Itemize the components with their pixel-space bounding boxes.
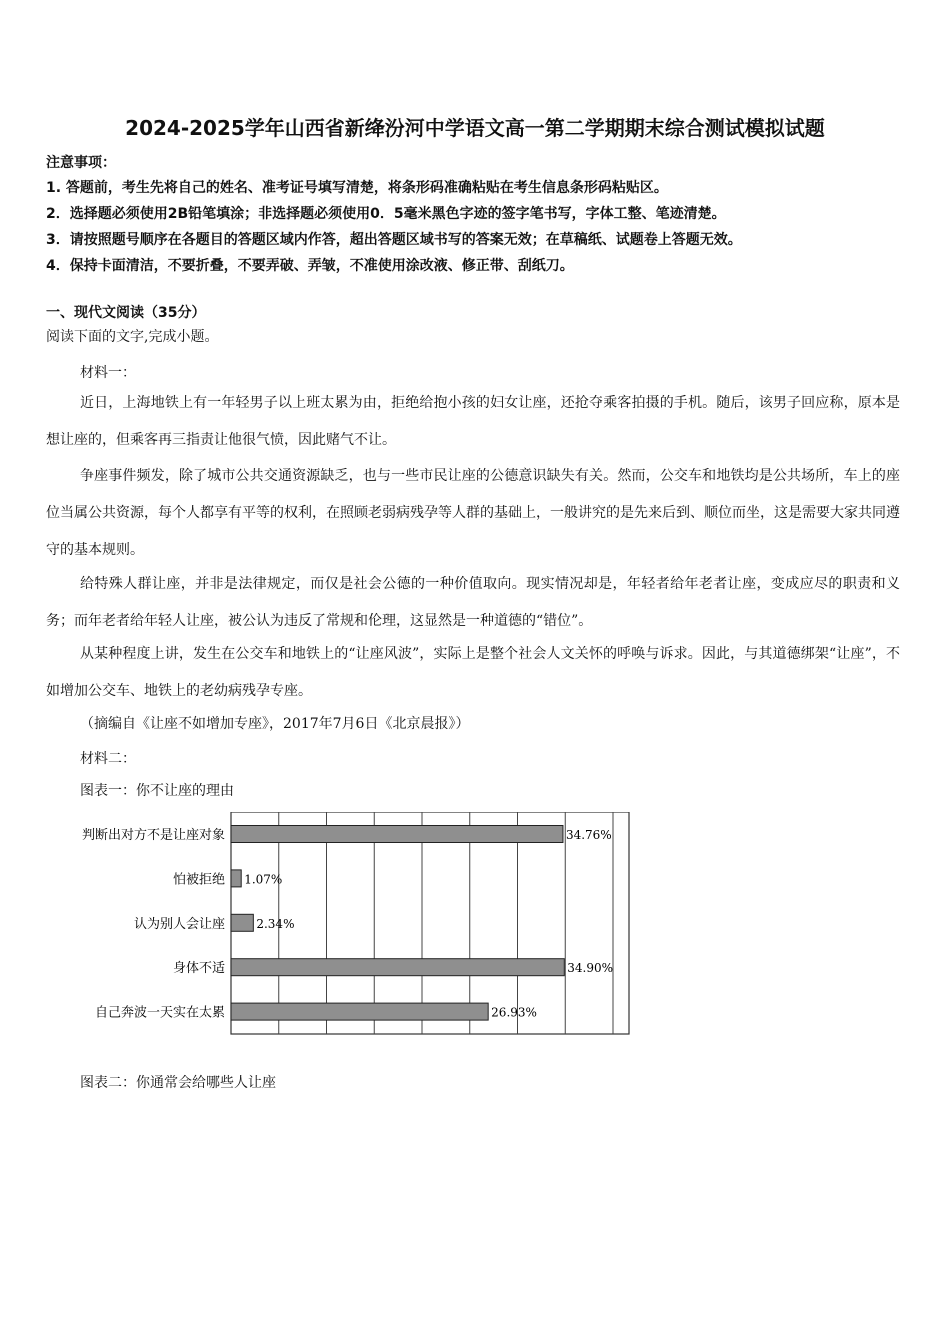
chart1-caption: 图表一：你不让座的理由 (80, 783, 234, 799)
reason-bar-chart (40, 812, 640, 1044)
chart-category-label: 身体不适 (172, 961, 225, 977)
notice-item-3: 3．请按照题号顺序在各题目的答题区域内作答，超出答题区域书写的答案无效；在草稿纸、试题卷上答题无效。 (46, 232, 742, 248)
source-citation: （摘编自《让座不如增加专座》，2017年7月6日《北京晨报》） (80, 716, 470, 732)
chart-bar (231, 914, 253, 931)
paragraph-3: 给特殊人群让座，并非是法律规定，而仅是社会公德的一种价值取向。现实情况却是，年轻者给年老者让座，变成应尽的职责和义务；而年老者给年轻人让座，被公认为违反了常规和伦理，这显然是一种道德的“错位”。 (46, 576, 900, 629)
chart-category-label: 自己奔波一天实在太累 (94, 1005, 225, 1021)
chart-bar (231, 1003, 488, 1020)
chart-value-label: 2.34% (256, 916, 295, 931)
paragraph-2: 争座事件频发，除了城市公共交通资源缺乏，也与一些市民让座的公德意识缺失有关。然而，公交车和地铁均是公共场所，车上的座位当属公共资源，每个人都享有平等的权利，在照顾老弱病残孕等人群的基础上，一般讲究的是先来后到、顺位而坐，这是需要大家共同遵守的基本规则。 (46, 468, 900, 558)
chart-bar (231, 959, 564, 976)
chart2-caption: 图表二：你通常会给哪些人让座 (80, 1075, 276, 1091)
paragraph-1: 近日，上海地铁上有一年轻男子以上班太累为由，拒绝给抱小孩的妇女让座，还抢夺乘客拍摄的手机。随后，该男子回应称，原本是想让座的，但乘客再三指责让他很气愤，因此赌气不让。 (46, 395, 900, 448)
section-instruction: 阅读下面的文字,完成小题。 (46, 329, 219, 345)
chart-value-label: 34.76% (565, 828, 612, 842)
chart-bar (231, 870, 241, 887)
material1-label: 材料一： (80, 365, 136, 381)
chart-bar (231, 826, 563, 843)
material2-label: 材料二： (80, 751, 136, 767)
notice-heading: 注意事项： (46, 155, 116, 171)
chart-category-label: 认为别人会让座 (133, 916, 225, 932)
paragraph-4: 从某种程度上讲，发生在公交车和地铁上的“让座风波”，实际上是整个社会人文关怀的呼唤与诉求。因此，与其道德绑架“让座”，不如增加公交车、地铁上的老幼病残孕专座。 (46, 646, 900, 699)
notice-item-2: 2．选择题必须使用2B铅笔填涂；非选择题必须使用0．5毫米黑色字迹的签字笔书写，字体工整、笔迹清楚。 (46, 206, 726, 222)
chart-category-label: 判断出对方不是让座对象 (81, 828, 225, 843)
section-heading: 一、现代文阅读（35分） (46, 305, 206, 321)
chart-value-label: 34.90% (567, 961, 614, 976)
notice-item-1: 1. 答题前，考生先将自己的姓名、准考证号填写清楚，将条形码准确粘贴在考生信息条形码粘贴区。 (46, 180, 668, 196)
page-title: 2024-2025学年山西省新绛汾河中学语文高一第二学期期末综合测试模拟试题 (125, 116, 825, 140)
chart-value-label: 26.93% (491, 1005, 537, 1020)
chart-category-label: 怕被拒绝 (172, 872, 225, 888)
chart-value-label: 1.07% (244, 872, 283, 887)
notice-item-4: 4．保持卡面清洁，不要折叠，不要弄破、弄皱，不准使用涂改液、修正带、刮纸刀。 (46, 258, 574, 274)
